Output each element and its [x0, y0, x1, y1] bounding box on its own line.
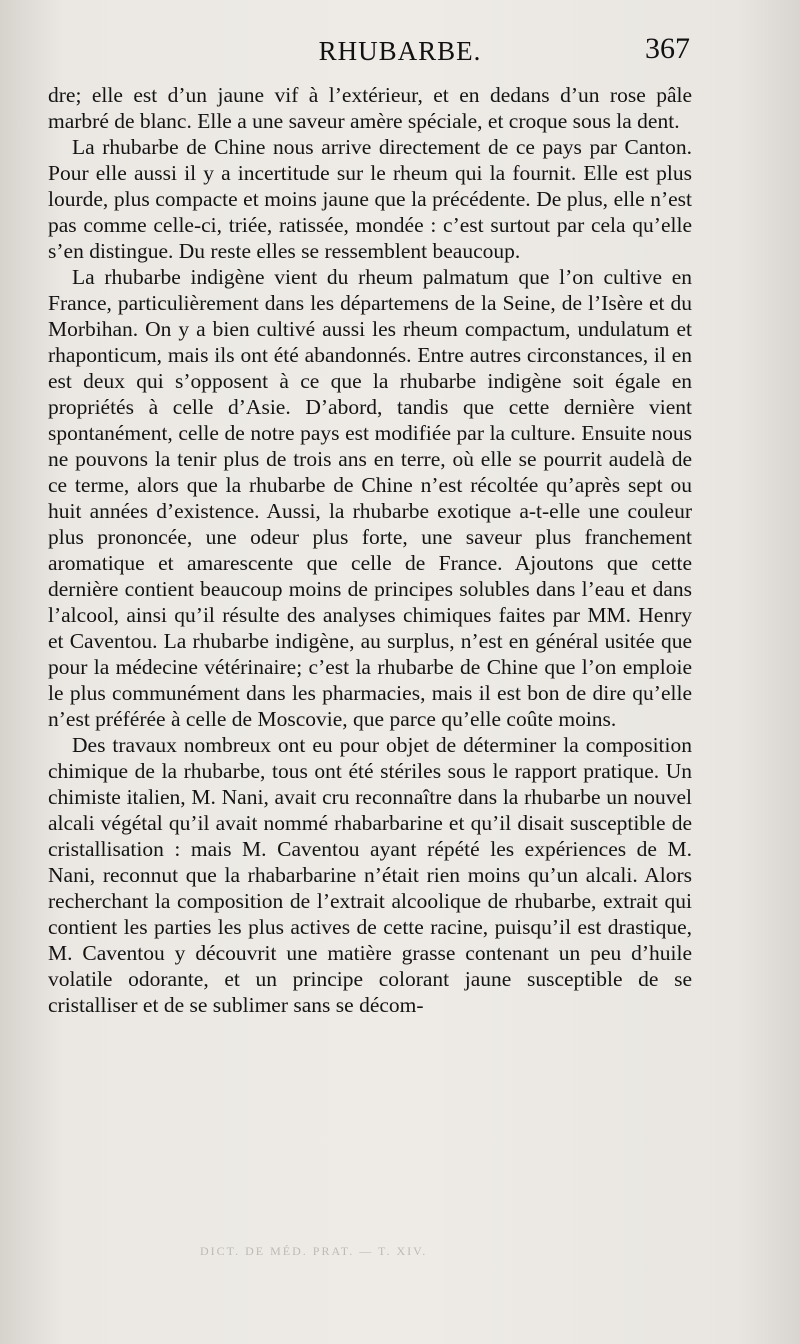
paragraph-continued: dre; elle est d’un jaune vif à l’extérieur, et en dedans d’un rose pâle marbré de blanc. Elle a une saveur amère spéciale, et croque sous la dent. — [48, 83, 692, 133]
signature-mark: DICT. DE MÉD. PRAT. — T. XIV. — [200, 1244, 428, 1258]
paragraph-rhubarbe-de-chine: La rhubarbe de Chine nous arrive directement de ce pays par Canton. Pour elle aussi il y a incertitude sur le rheum qui la fournit. Elle est plus lourde, plus compacte et moins jaune que la précédente. De plus, elle n’est pas comme celle-ci, triée, ratissée, mondée : c’est surtout par cela qu’elle s’en distingue. Du reste elles se ressemblent beaucoup. — [48, 135, 692, 263]
running-title: RHUBARBE. — [318, 36, 482, 66]
page-number: 367 — [645, 32, 690, 65]
paragraph-composition-chimique: Des travaux nombreux ont eu pour objet de déterminer la composition chimique de la rhubarbe, tous ont été stériles sous le rapport pratique. Un chimiste italien, M. Nani, avait cru reconnaître dans la rhubarbe un nouvel alcali végétal qu’il avait nommé rhabarbarine et qu’il disait susceptible de cristallisation : mais M. Caventou ayant répété les expériences de M. Nani, reconnut que la rhabarbarine n’était rien moins qu’un alcali. Alors recherchant la composition de l’extrait alcoolique de rhubarbe, extrait qui contient les parties les plus actives de cette racine, puisqu’il est drastique, M. Caventou y découvrit une matière grasse contenant un peu d’huile volatile odorante, et un principe colorant jaune susceptible de se cristalliser et de se sublimer sans se décom- — [48, 733, 692, 1017]
text-body — [48, 82, 692, 1018]
paragraph-rhubarbe-indigene: La rhubarbe indigène vient du rheum palmatum que l’on cultive en France, particulièrement dans les départemens de la Seine, de l’Isère et du Morbihan. On y a bien cultivé aussi les rheum compactum, undulatum et rhaponticum, mais ils ont été abandonnés. Entre autres circonstances, il en est deux qui s’opposent à ce que la rhubarbe indigène soit égale en propriétés à celle d’Asie. D’abord, tandis que cette dernière vient spontanément, celle de notre pays est modifiée par la culture. Ensuite nous ne pouvons la tenir plus de trois ans en terre, où elle se pourrit audelà de ce terme, alors que la rhubarbe de Chine n’est récoltée qu’après sept ou huit années d’existence. Aussi, la rhubarbe exotique a-t-elle une couleur plus prononcée, une odeur plus forte, une saveur plus franchement aromatique et amarescente que celle de France. Ajoutons que cette dernière contient beaucoup moins de principes solubles dans l’eau et dans l’alcool, ainsi qu’il résulte des analyses chimiques faites par MM. Henry et Caventou. La rhubarbe indigène, au surplus, n’est en général usitée que pour la médecine vétérinaire; c’est la rhubarbe de Chine que l’on emploie le plus communément dans les pharmacies, mais il est bon de dire qu’elle n’est préférée à celle de Moscovie, que parce qu’elle coûte moins. — [48, 265, 692, 731]
